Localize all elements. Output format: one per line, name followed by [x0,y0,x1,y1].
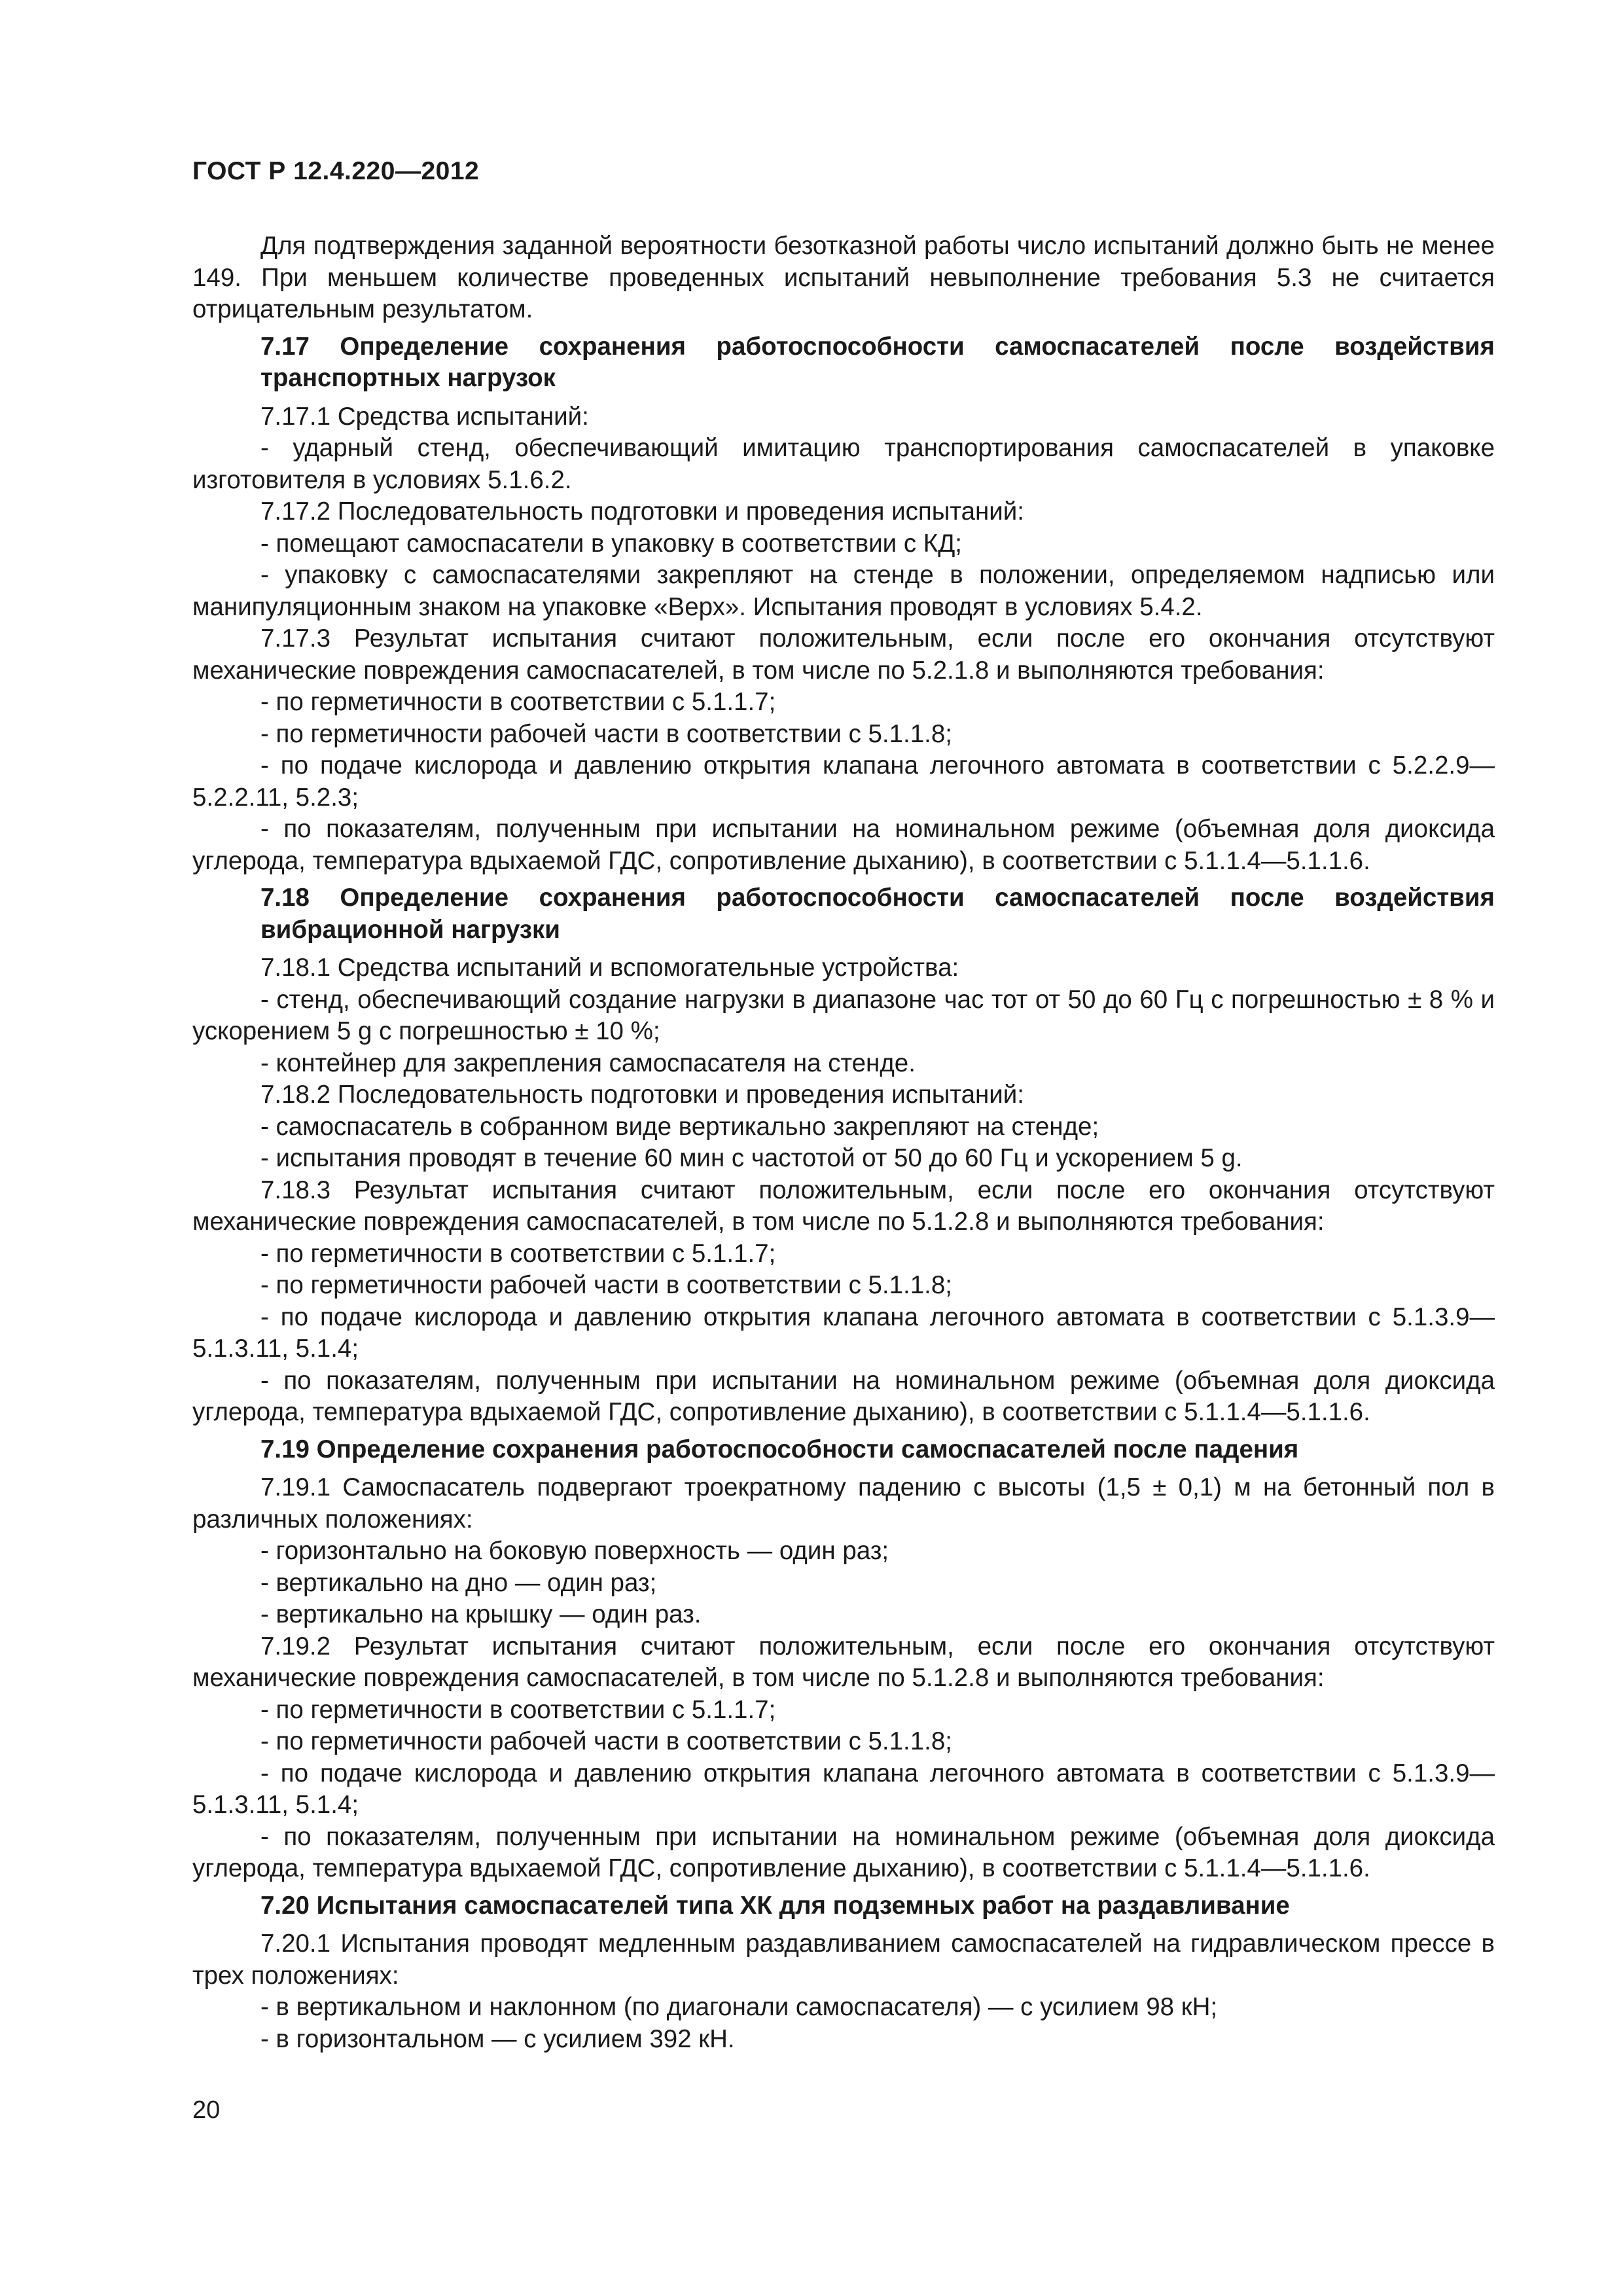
paragraph: - по показателям, полученным при испытании на номинальном режиме (объемная доля диоксида углерода, температура вдыхаемой ГДС, сопротивление дыханию), в соответствии с 5.1.1.4—5.1.1.6. [192,1366,1495,1426]
paragraph: - по подаче кислорода и давлению открытия клапана легочного автомата в соответствии с 5.1.3.9—5.1.3.11, 5.1.4; [192,1759,1495,1819]
paragraph: - ударный стенд, обеспечивающий имитацию транспортирования самоспасателей в упаковке изготовителя в условиях 5.1.6.2. [192,434,1495,494]
section-heading: 7.19 Определение сохранения работоспособности самоспасателей после падения [260,1435,1299,1463]
paragraph: - стенд, обеспечивающий создание нагрузки в диапазоне час тот от 50 до 60 Гц с погрешностью ± 8 % и ускорением 5 g с погрешностью ± 10 %; [192,985,1495,1045]
paragraph: - контейнер для закрепления самоспасателя на стенде. [260,1049,916,1077]
paragraph: - по подаче кислорода и давлению открытия клапана легочного автомата в соответствии с 5.2.2.9—5.2.2.11, 5.2.3; [192,751,1495,812]
page-number: 20 [192,2096,221,2124]
document-body [192,230,1495,2055]
paragraph: 7.19.1 Самоспасатель подвергают троекратному падению с высоты (1,5 ± 0,1) м на бетонный пол в различных положениях: [192,1473,1495,1534]
paragraph: - по подаче кислорода и давлению открытия клапана легочного автомата в соответствии с 5.1.3.9—5.1.3.11, 5.1.4; [192,1302,1495,1363]
paragraph: Для подтверждения заданной вероятности безотказной работы число испытаний должно быть не менее 149. При меньшем количестве проведенных испытаний невыполнение требования 5.3 не считается отрицательным результатом. [192,232,1495,323]
paragraph: - испытания проводят в течение 60 мин с частотой от 50 до 60 Гц и ускорением 5 g. [260,1144,1243,1172]
paragraph: - в горизонтальном — с усилием 392 кН. [260,2024,735,2053]
paragraph: 7.20.1 Испытания проводят медленным раздавливанием самоспасателей на гидравлическом прессе в трех положениях: [192,1929,1495,1990]
paragraph: 7.17.3 Результат испытания считают положительным, если после его окончания отсутствуют механические повреждения самоспасателей, в том числе по 5.2.1.8 и выполняются требования: [192,624,1495,685]
paragraph: - по показателям, полученным при испытании на номинальном режиме (объемная доля диоксида углерода, температура вдыхаемой ГДС, сопротивление дыханию), в соответствии с 5.1.1.4—5.1.1.6. [192,1822,1495,1882]
paragraph: - по герметичности в соответствии с 5.1.1.7; [260,1239,776,1268]
standard-code-header: ГОСТ Р 12.4.220—2012 [192,157,480,185]
paragraph: - в вертикальном и наклонном (по диагонали самоспасателя) — с усилием 98 кН; [260,1993,1218,2021]
paragraph: - вертикально на дно — один раз; [260,1568,657,1597]
paragraph: 7.18.3 Результат испытания считают положительным, если после его окончания отсутствуют механические повреждения самоспасателей, в том числе по 5.1.2.8 и выполняются требования: [192,1175,1495,1236]
paragraph: - по герметичности рабочей части в соответствии с 5.1.1.8; [260,1727,952,1755]
paragraph: - помещают самоспасатели в упаковку в соответствии с КД; [260,529,962,558]
paragraph: - горизонтально на боковую поверхность — один раз; [260,1537,889,1565]
paragraph: 7.17.2 Последовательность подготовки и проведения испытаний: [260,497,1024,526]
paragraph: 7.17.1 Средства испытаний: [260,402,589,431]
paragraph: - по герметичности рабочей части в соответствии с 5.1.1.8; [260,1271,952,1299]
paragraph: - упаковку с самоспасателями закрепляют на стенде в положении, определяемом надписью или манипуляционным знаком на упаковке «Верх». Испытания проводят в условиях 5.4.2. [192,561,1495,621]
section-heading: 7.20 Испытания самоспасателей типа ХК для подземных работ на раздавливание [260,1891,1290,1920]
paragraph: - самоспасатель в собранном виде вертикально закрепляют на стенде; [260,1112,1099,1141]
section-heading: 7.18 Определение сохранения работоспособности самоспасателей после воздействия вибрационной нагрузки [260,884,1495,944]
paragraph: 7.19.2 Результат испытания считают положительным, если после его окончания отсутствуют механические повреждения самоспасателей, в том числе по 5.1.2.8 и выполняются требования: [192,1632,1495,1692]
paragraph: - по герметичности в соответствии с 5.1.1.7; [260,688,776,716]
paragraph: - по показателям, полученным при испытании на номинальном режиме (объемная доля диоксида углерода, температура вдыхаемой ГДС, сопротивление дыханию), в соответствии с 5.1.1.4—5.1.1.6. [192,815,1495,875]
paragraph: - вертикально на крышку — один раз. [260,1600,702,1628]
paragraph: - по герметичности рабочей части в соответствии с 5.1.1.8; [260,719,952,748]
paragraph: 7.18.2 Последовательность подготовки и проведения испытаний: [260,1081,1024,1109]
paragraph: 7.18.1 Средства испытаний и вспомогательные устройства: [260,954,959,982]
section-heading: 7.17 Определение сохранения работоспособности самоспасателей после воздействия транспортных нагрузок [260,332,1495,392]
paragraph: - по герметичности в соответствии с 5.1.1.7; [260,1695,776,1724]
